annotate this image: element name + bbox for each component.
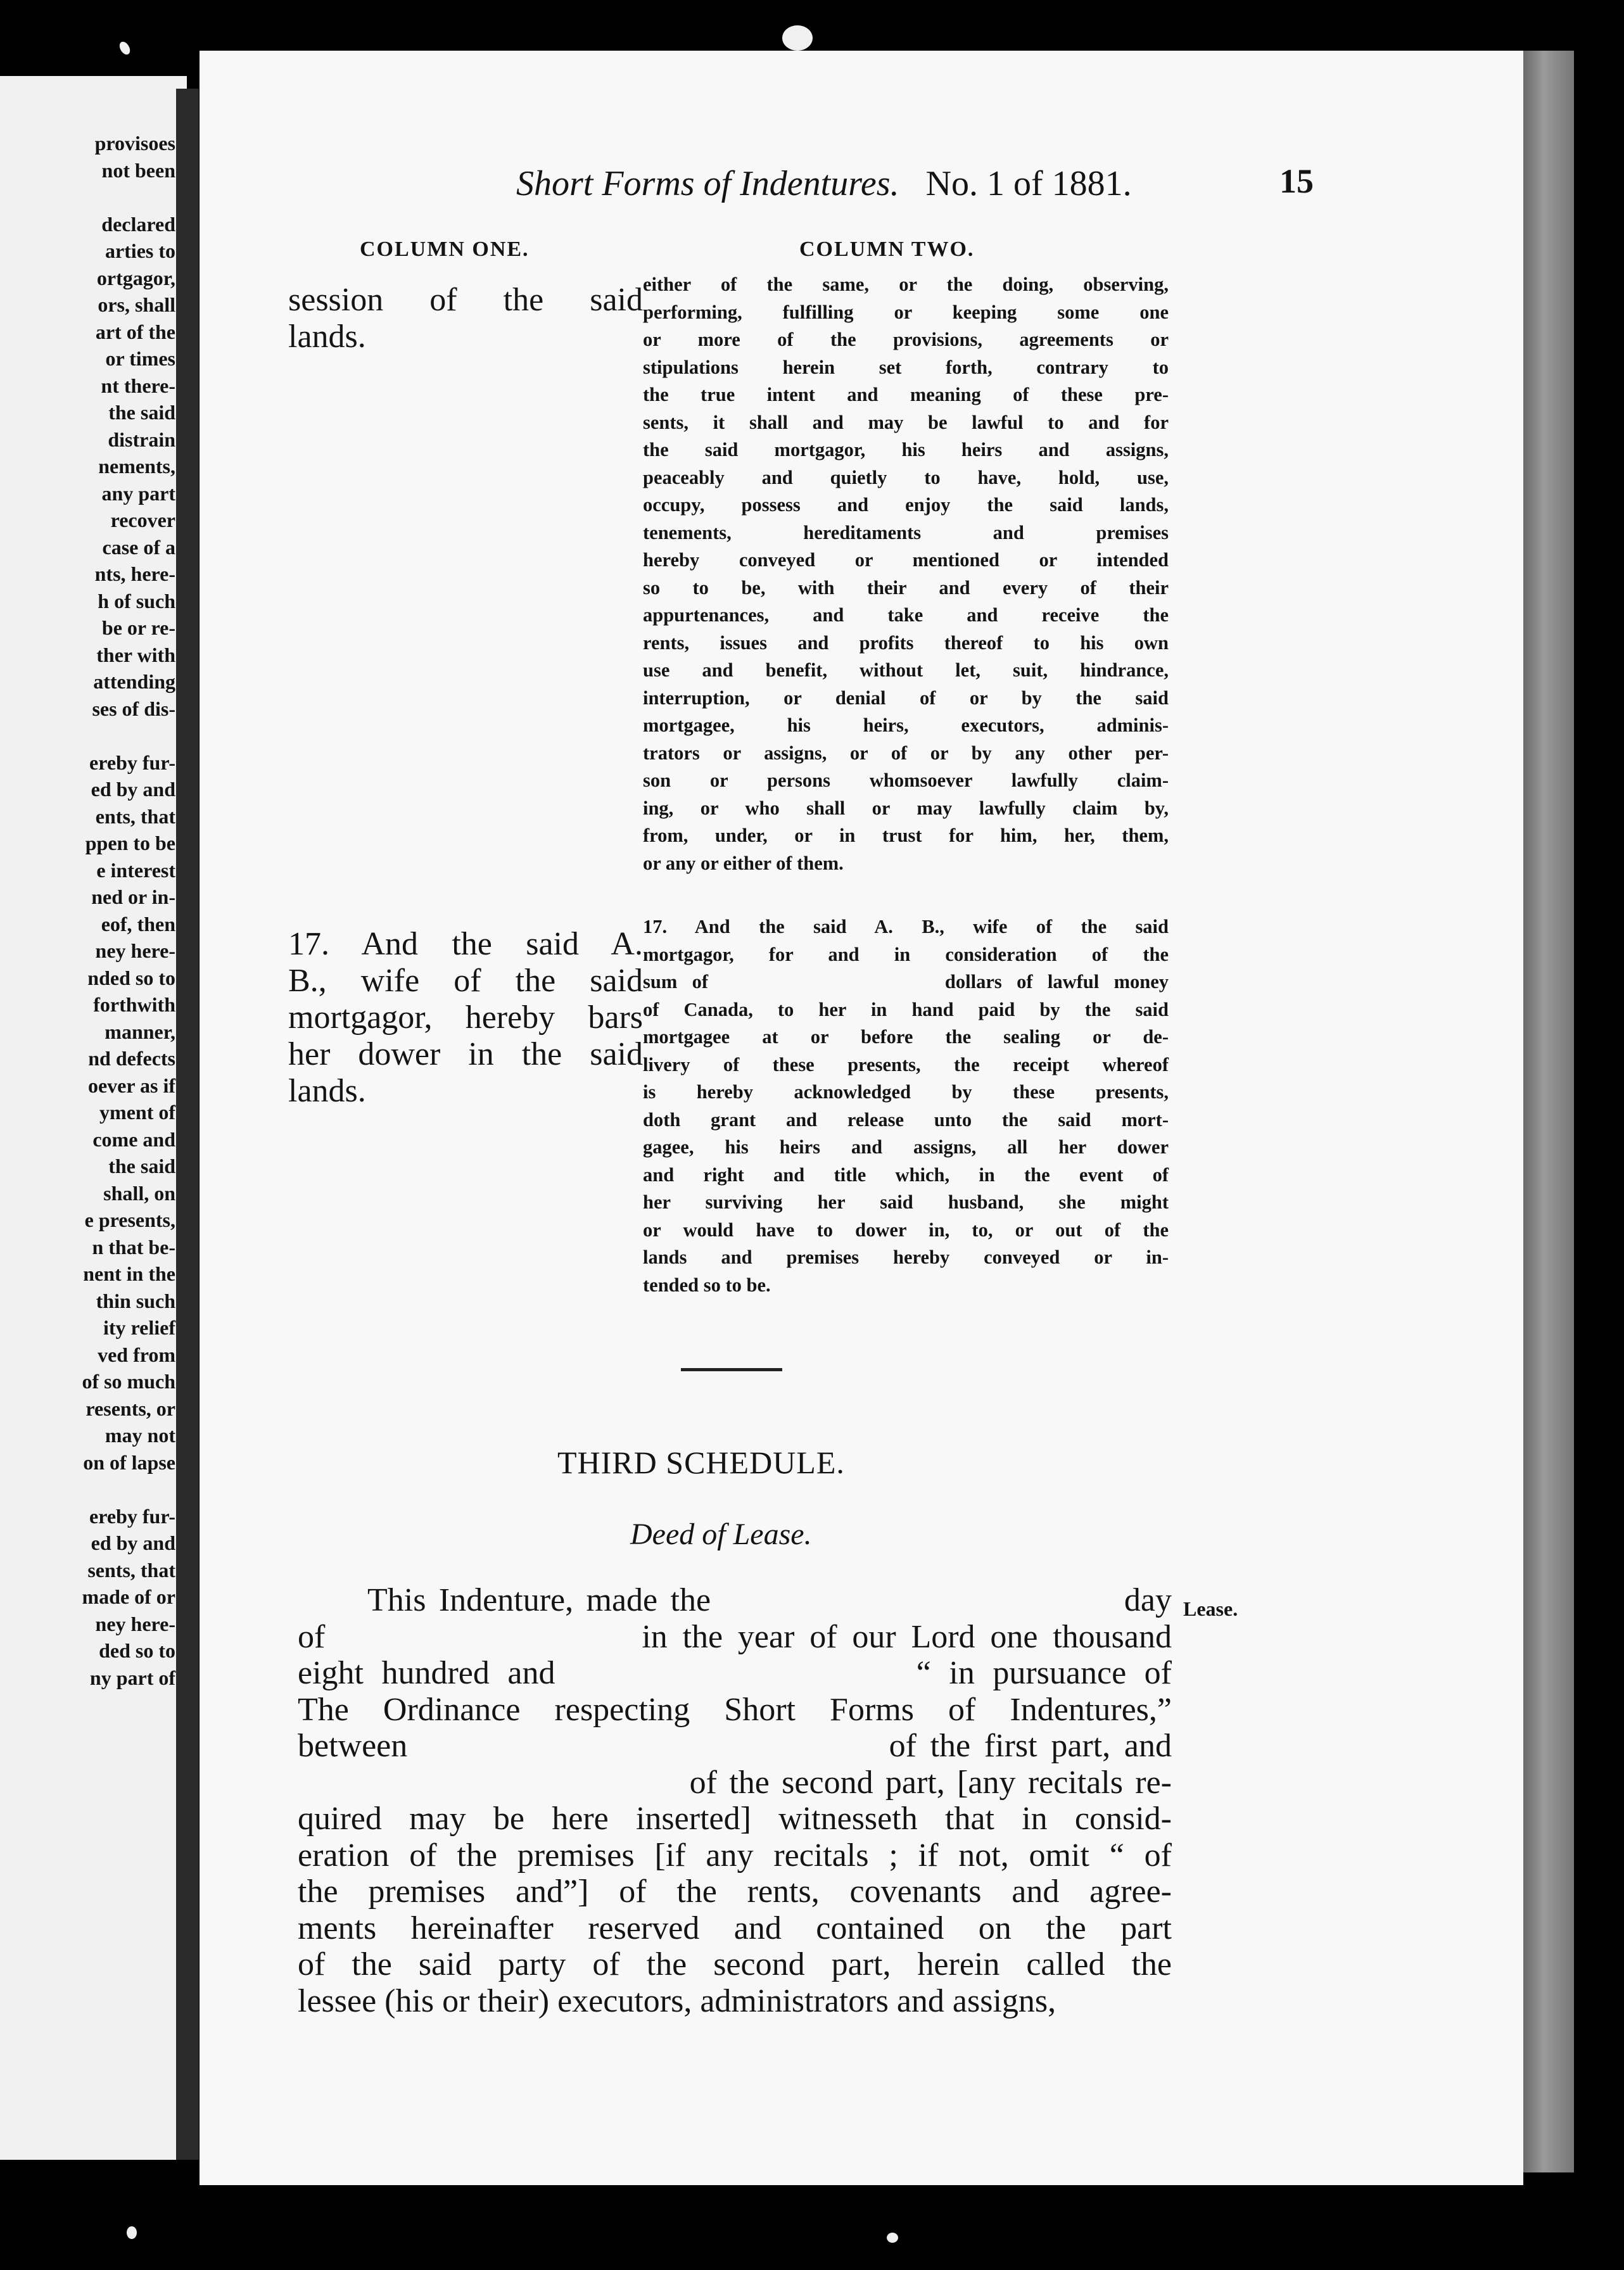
left-fragment: of so much xyxy=(82,1370,175,1393)
text-line: the premises and”] of the rents, covenants and agree- xyxy=(298,1874,1172,1910)
left-fragment: may not xyxy=(105,1424,175,1447)
text-line: lands. xyxy=(288,319,366,355)
text-line: sum of dollars of lawful money xyxy=(643,971,1169,992)
column-two-heading: COLUMN TWO. xyxy=(799,238,975,261)
clause-17-column-one xyxy=(288,926,643,1110)
left-fragment: yment of xyxy=(99,1101,175,1124)
left-fragment: ney here- xyxy=(95,1612,175,1635)
text-line: performing, fulfilling or keeping some one xyxy=(643,301,1169,323)
left-fragment: the said xyxy=(108,401,175,424)
left-fragment: ppen to be xyxy=(85,832,175,854)
left-fragment: ded so to xyxy=(99,1639,175,1662)
left-fragment: arties to xyxy=(105,239,175,262)
text-line: mortgagee, his heirs, executors, adminis- xyxy=(643,714,1169,736)
left-fragment: ereby fur- xyxy=(89,1504,175,1528)
clause-prev-column-one xyxy=(288,282,643,355)
left-fragment: thin such xyxy=(96,1289,175,1312)
text-line: 17. And the said A. B., wife of the said xyxy=(643,916,1169,937)
text-line: interruption, or denial of or by the said xyxy=(643,687,1169,709)
left-fragment: come and xyxy=(92,1127,175,1151)
text-line: is hereby acknowledged by these presents, xyxy=(643,1081,1169,1103)
running-head: Short Forms of Indentures. No. 1 of 1881. xyxy=(516,164,1132,203)
left-fragment: nent in the xyxy=(83,1262,175,1285)
text-line: quired may be here inserted] witnesseth that in consid- xyxy=(298,1801,1172,1837)
left-fragment: be or re- xyxy=(101,616,175,639)
text-line: ments hereinafter reserved and contained on the part xyxy=(298,1910,1172,1946)
left-fragment: ed by and xyxy=(91,1531,175,1554)
text-line: This Indenture, made the day xyxy=(367,1582,1172,1618)
text-line: either of the same, or the doing, observing, xyxy=(643,274,1169,295)
text-line: peaceably and quietly to have, hold, use, xyxy=(643,466,1169,488)
text-line: doth grant and release unto the said mort- xyxy=(643,1108,1169,1131)
left-fragment: nd defects xyxy=(88,1047,175,1070)
text-line: of the said party of the second part, herein called the xyxy=(298,1946,1172,1982)
speck xyxy=(782,25,813,51)
text-line: tenements, hereditaments and premises xyxy=(643,521,1169,543)
clause-17-column-two xyxy=(643,913,1169,1299)
lease-body xyxy=(298,1582,1172,2019)
text-line: the true intent and meaning of these pre- xyxy=(643,384,1169,405)
text-line: gagee, his heirs and assigns, all her dower xyxy=(643,1136,1169,1158)
left-fragment: ned or in- xyxy=(91,885,175,908)
page-edge xyxy=(1523,51,1574,2172)
text-line: use and benefit, without let, suit, hindrance, xyxy=(643,659,1169,681)
left-fragment: ortgagor, xyxy=(96,266,175,289)
text-line: her surviving her said husband, she might xyxy=(643,1191,1169,1213)
text-line: trators or assigns, or of or by any other per- xyxy=(643,742,1169,764)
text-line: occupy, possess and enjoy the said lands, xyxy=(643,494,1169,516)
text-line: the said mortgagor, his heirs and assigns, xyxy=(643,439,1169,460)
clause-prev-column-two xyxy=(643,271,1169,877)
text-line: so to be, with their and every of their xyxy=(643,576,1169,599)
speck xyxy=(127,2226,137,2239)
left-fragment: ents, that xyxy=(95,804,175,828)
left-fragment: nded so to xyxy=(87,966,175,989)
speck xyxy=(117,40,132,56)
section-divider xyxy=(681,1368,782,1371)
text-line: or would have to dower in, to, or out of the xyxy=(643,1219,1169,1241)
text-line: session of the said xyxy=(288,282,643,318)
left-fragment: ors, shall xyxy=(98,293,175,316)
left-fragment: forthwith xyxy=(93,993,175,1016)
text-line: of Canada, to her in hand paid by the said xyxy=(643,998,1169,1020)
left-fragment: ereby fur- xyxy=(89,751,175,774)
left-fragment: ved from xyxy=(98,1343,175,1366)
left-fragment: e presents, xyxy=(84,1208,175,1231)
text-line: mortgagor, hereby bars xyxy=(288,999,643,1036)
left-fragment: eof, then xyxy=(101,912,175,935)
left-fragment: recover xyxy=(110,509,175,531)
left-fragment: shall, on xyxy=(103,1181,175,1205)
left-fragment: nements, xyxy=(98,455,175,478)
left-fragment: ses of dis- xyxy=(92,697,175,720)
text-line: her dower in the said xyxy=(288,1036,643,1072)
text-line: or any or either of them. xyxy=(643,852,844,874)
text-line: eration of the premises [if any recitals ; if not, omit “ of xyxy=(298,1837,1172,1874)
left-fragment: attending xyxy=(93,670,175,693)
left-fragment: ney here- xyxy=(95,939,175,962)
left-fragment: ity relief xyxy=(103,1316,175,1339)
text-line: mortgagee at or before the sealing or de- xyxy=(643,1026,1169,1048)
left-fragment: oever as if xyxy=(87,1074,175,1097)
text-line: mortgagor, for and in consideration of the xyxy=(643,943,1169,965)
text-line: livery of these presents, the receipt whereof xyxy=(643,1053,1169,1075)
speck xyxy=(887,2233,898,2243)
book-spine xyxy=(176,89,199,2160)
left-fragment: resents, or xyxy=(86,1397,175,1420)
left-page xyxy=(0,76,187,2160)
left-fragment: nt there- xyxy=(101,374,175,397)
text-line: 17. And the said A. xyxy=(288,926,643,962)
text-line: eight hundred and “ in pursuance of xyxy=(298,1655,1172,1691)
text-line: lessee (his or their) executors, administrators and assigns, xyxy=(298,1982,1056,2019)
left-fragment: the said xyxy=(108,1155,175,1177)
text-line: rents, issues and profits thereof to his own xyxy=(643,631,1169,654)
text-line: stipulations herein set forth, contrary to xyxy=(643,356,1169,378)
left-fragment: or times xyxy=(105,347,175,370)
left-fragment: case of a xyxy=(102,535,175,559)
text-line: hereby conveyed or mentioned or intended xyxy=(643,549,1169,571)
left-fragment: nts, here- xyxy=(94,562,175,585)
left-fragment: ther with xyxy=(96,643,175,666)
left-fragment: provisoes xyxy=(94,132,175,155)
left-fragment: not been xyxy=(101,158,175,182)
left-fragment: distrain xyxy=(108,428,175,451)
left-fragment: manner, xyxy=(105,1020,175,1043)
text-line: and right and title which, in the event of xyxy=(643,1164,1169,1186)
left-fragment: h of such xyxy=(98,589,175,612)
left-fragment: sents, that xyxy=(87,1558,175,1582)
text-line: son or persons whomsoever lawfully claim- xyxy=(643,770,1169,791)
text-line: tended so to be. xyxy=(643,1274,771,1296)
text-line: lands and premises hereby conveyed or in- xyxy=(643,1246,1169,1268)
text-line: appurtenances, and take and receive the xyxy=(643,604,1169,626)
text-line: sents, it shall and may be lawful to and for xyxy=(643,411,1169,433)
text-line: of the second part, [any recitals re- xyxy=(298,1764,1172,1801)
left-fragment: on of lapse xyxy=(83,1450,175,1474)
text-line: or more of the provisions, agreements or xyxy=(643,329,1169,350)
left-fragment: any part xyxy=(101,481,175,505)
text-line: of in the year of our Lord one thousand xyxy=(298,1618,1172,1655)
text-line: B., wife of the said xyxy=(288,963,643,999)
column-one-heading: COLUMN ONE. xyxy=(360,238,530,261)
left-fragment: n that be- xyxy=(92,1235,175,1259)
left-fragment: art of the xyxy=(95,320,175,343)
text-line: The Ordinance respecting Short Forms of Indentures,” xyxy=(298,1691,1172,1728)
text-line: from, under, or in trust for him, her, them, xyxy=(643,825,1169,846)
text-line: lands. xyxy=(288,1073,366,1109)
left-fragment: e interest xyxy=(96,858,175,882)
left-fragment: ed by and xyxy=(91,778,175,801)
left-fragment: made of or xyxy=(82,1585,175,1608)
margin-note: Lease. xyxy=(1183,1597,1238,1620)
page-number: 15 xyxy=(1279,162,1314,200)
text-line: between of the first part, and xyxy=(298,1728,1172,1764)
text-line: ing, or who shall or may lawfully claim by, xyxy=(643,797,1169,819)
schedule-title: THIRD SCHEDULE. xyxy=(557,1445,845,1480)
schedule-subtitle: Deed of Lease. xyxy=(630,1518,812,1551)
left-fragment: ny part of xyxy=(89,1666,175,1689)
left-fragment: declared xyxy=(101,212,175,236)
